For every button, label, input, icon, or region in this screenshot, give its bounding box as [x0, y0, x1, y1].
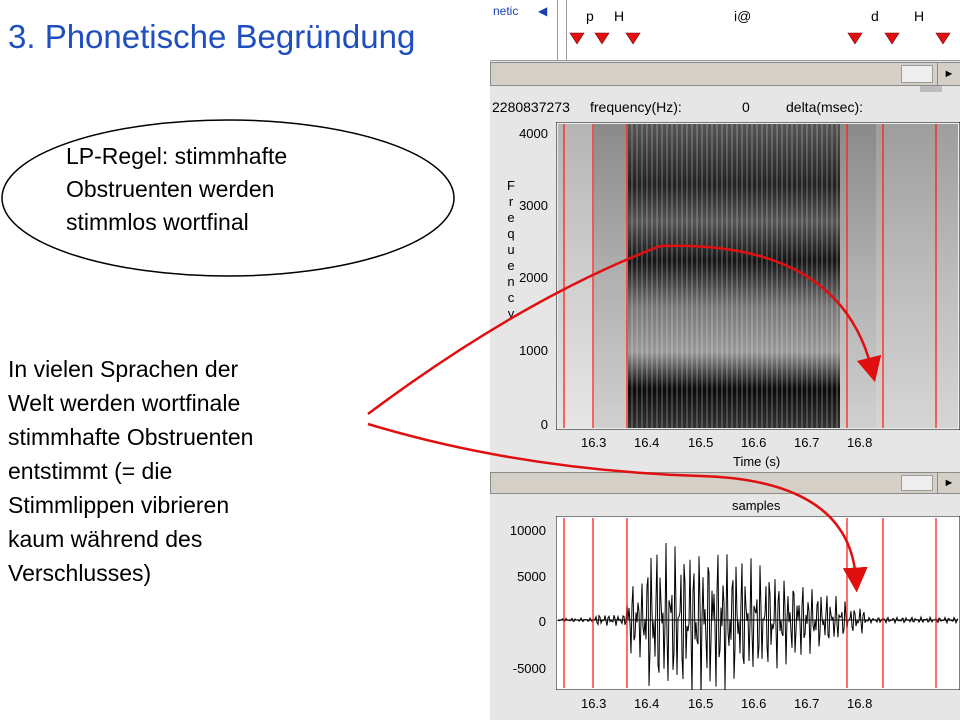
x-tick-label: 16.8	[847, 696, 873, 711]
waveform-title: samples	[732, 498, 781, 513]
x-tick-label: 16.4	[634, 696, 660, 711]
y-tick-label: 3000	[519, 198, 548, 213]
rule-line: stimmlos wortfinal	[66, 209, 249, 235]
body-line: Verschlusses)	[8, 560, 152, 586]
y-tick-label: -5000	[512, 661, 546, 676]
tier-collapse-arrow-icon[interactable]: ◀	[538, 4, 548, 18]
y-tick-label: 4000	[519, 126, 548, 141]
x-tick-label: 16.5	[688, 696, 714, 711]
body-line: kaum während des	[8, 526, 203, 552]
body-line: entstimmt (= die	[8, 458, 173, 484]
arrow-to-waveform	[368, 424, 856, 580]
arrow-to-spectrogram	[368, 246, 872, 414]
segment-label[interactable]: i@	[734, 8, 752, 24]
tier-name[interactable]: netic	[493, 4, 519, 18]
body-line: Welt werden wortfinale	[8, 390, 241, 416]
y-tick-label: 10000	[509, 523, 546, 538]
frequency-label: frequency(Hz):	[590, 99, 682, 115]
slide-title: 3. Phonetische Begründung	[8, 18, 416, 55]
x-tick-label: 16.6	[741, 696, 767, 711]
status-id: 2280837273	[492, 99, 570, 115]
x-tick-label: 16.8	[847, 435, 873, 450]
y-tick-label: 2000	[519, 270, 548, 285]
segment-label[interactable]: H	[614, 8, 625, 24]
body-line: Stimmlippen vibrieren	[8, 492, 230, 518]
rule-line: Obstruenten werden	[66, 176, 275, 202]
y-tick-label: 0	[538, 614, 546, 629]
spectrogram-ylabel: F r e q u e n c y	[507, 178, 515, 321]
x-tick-label: 16.3	[581, 696, 607, 711]
x-tick-label: 16.4	[634, 435, 660, 450]
x-axis-label: Time (s)	[733, 454, 781, 469]
y-tick-label: 0	[540, 417, 548, 432]
body-line: In vielen Sprachen der	[8, 356, 239, 382]
x-tick-label: 16.7	[794, 696, 820, 711]
segment-label[interactable]: H	[914, 8, 925, 24]
x-tick-label: 16.5	[688, 435, 714, 450]
scroll-right-icon[interactable]: ►	[937, 473, 960, 493]
delta-label: delta(msec):	[786, 99, 864, 115]
x-tick-label: 16.3	[581, 435, 607, 450]
x-tick-label: 16.6	[741, 435, 767, 450]
y-tick-label: 5000	[517, 569, 546, 584]
body-line: stimmhafte Obstruenten	[8, 424, 254, 450]
frequency-value: 0	[742, 99, 750, 115]
rule-line: LP-Regel: stimmhafte	[66, 143, 288, 169]
segment-label[interactable]: d	[871, 8, 879, 24]
y-tick-label: 1000	[519, 343, 548, 358]
segment-label[interactable]: p	[586, 8, 594, 24]
x-tick-label: 16.7	[794, 435, 820, 450]
scroll-right-icon[interactable]: ►	[937, 63, 960, 85]
